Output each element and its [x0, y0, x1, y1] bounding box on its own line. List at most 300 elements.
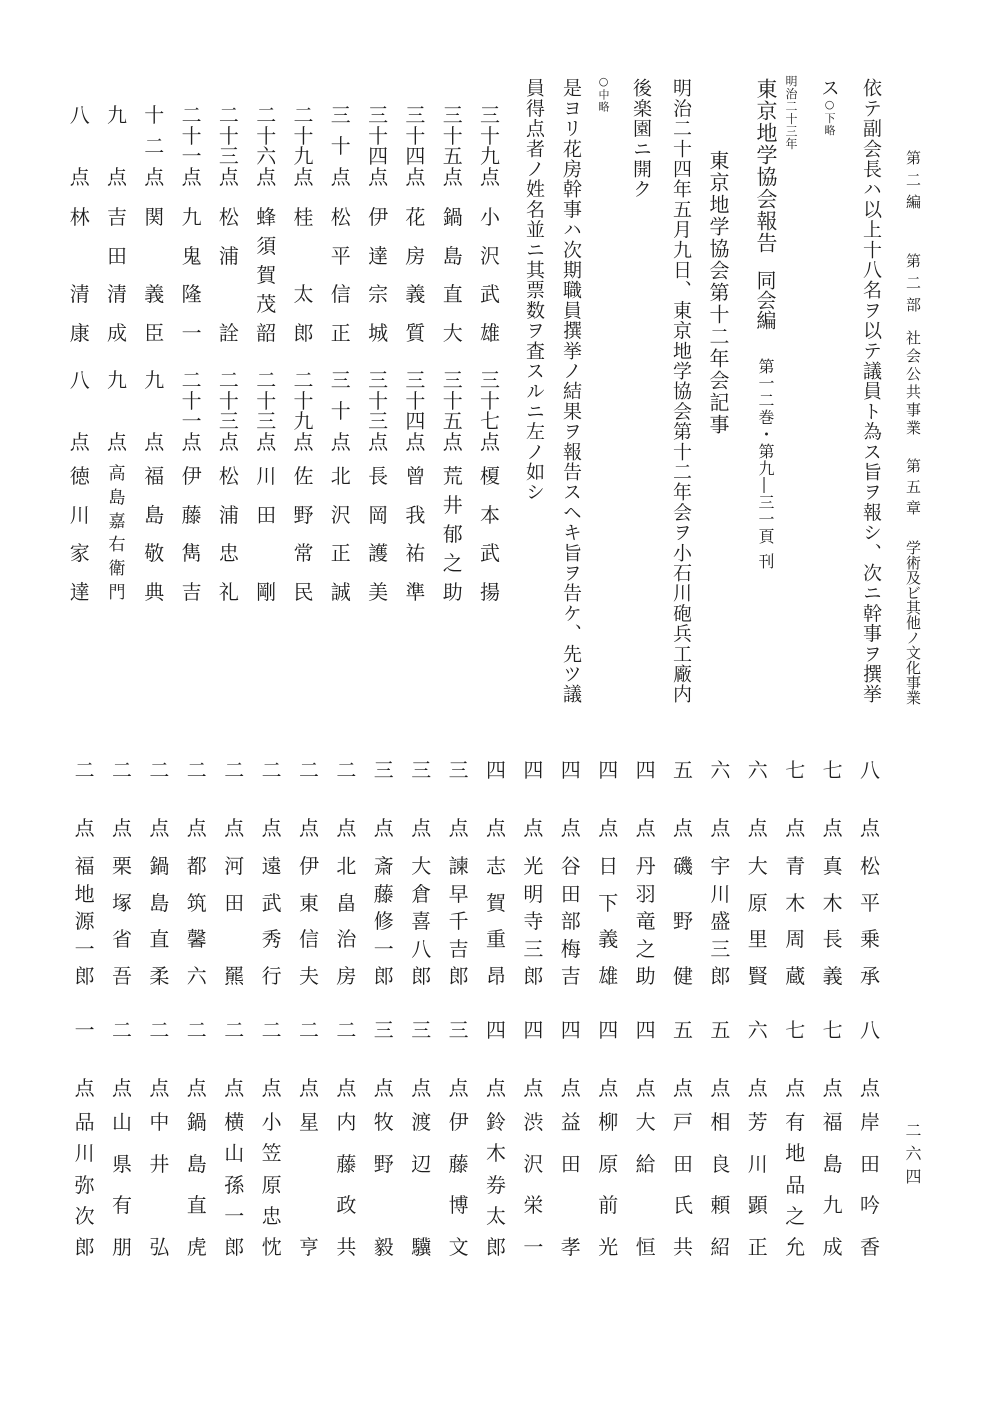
- glyph: 川: [69, 502, 90, 527]
- glyph: 須: [256, 234, 277, 258]
- glyph: 清: [107, 282, 127, 307]
- glyph: 点: [486, 1076, 506, 1100]
- glyph: 宗: [368, 282, 389, 307]
- glyph: [147, 1195, 171, 1215]
- glyph: 点: [336, 816, 357, 840]
- glyph: 点: [673, 816, 693, 840]
- glyph: 太: [486, 1203, 506, 1228]
- glyph: 給: [635, 1151, 656, 1176]
- glyph: 中: [149, 1110, 170, 1134]
- vote-count: [260, 1020, 284, 1098]
- member-name: [403, 466, 427, 602]
- vote-count: [447, 1020, 471, 1098]
- glyph: 祐: [405, 541, 426, 566]
- glyph: 木: [785, 890, 806, 915]
- glyph: 四: [486, 1018, 506, 1042]
- glyph: 前: [598, 1193, 619, 1218]
- glyph: 島: [108, 487, 126, 508]
- glyph: 源: [74, 909, 95, 933]
- body-line: 後楽園ニ開ク: [630, 78, 652, 200]
- member-name: [329, 466, 353, 602]
- member-name: [68, 466, 92, 602]
- glyph: 牧: [373, 1110, 394, 1134]
- glyph: 芳: [747, 1110, 768, 1134]
- glyph: 点: [635, 816, 656, 840]
- glyph: 点: [860, 816, 880, 840]
- vote-count: [447, 760, 471, 838]
- glyph: 鍋: [149, 854, 170, 878]
- member-name: [559, 856, 583, 986]
- glyph: 明: [523, 881, 544, 906]
- glyph: 達: [368, 243, 389, 268]
- vote-count: [634, 760, 658, 838]
- glyph: 志: [486, 854, 506, 878]
- glyph: 二: [144, 134, 165, 158]
- glyph: 忠: [218, 541, 239, 566]
- member-name: [110, 1112, 134, 1257]
- glyph: 点: [181, 429, 202, 454]
- member-name: [142, 466, 166, 602]
- glyph: 承: [860, 963, 880, 988]
- glyph: 武: [261, 890, 282, 915]
- glyph: 鍋: [186, 1110, 207, 1134]
- vote-count: [478, 370, 502, 452]
- vote-count: [217, 105, 241, 187]
- glyph: 五: [710, 1018, 731, 1042]
- glyph: 二: [256, 368, 277, 392]
- glyph: 喜: [411, 909, 432, 933]
- vote-count: [596, 1020, 620, 1098]
- glyph: 栗: [112, 854, 132, 878]
- glyph: 点: [293, 164, 314, 189]
- vote-count: [73, 1020, 97, 1098]
- glyph: 弥: [74, 1172, 95, 1197]
- glyph: 点: [299, 816, 319, 840]
- member-name: [478, 466, 502, 602]
- glyph: [222, 929, 246, 949]
- member-name: [297, 856, 321, 986]
- vote-count: [478, 105, 502, 187]
- glyph: 点: [785, 1076, 806, 1100]
- glyph: 点: [785, 816, 806, 840]
- glyph: 六: [256, 144, 277, 169]
- vote-count: [180, 370, 204, 452]
- vote-count: [783, 760, 807, 838]
- glyph: 横: [224, 1110, 245, 1134]
- glyph: 二: [218, 103, 239, 127]
- glyph: 点: [822, 1076, 843, 1100]
- glyph: 三: [373, 1018, 394, 1042]
- member-name: [185, 856, 209, 986]
- member-name: [334, 1112, 358, 1257]
- glyph: 五: [673, 758, 693, 782]
- glyph: 二: [149, 758, 170, 782]
- glyph: 二: [299, 1018, 319, 1042]
- glyph: 正: [747, 1234, 768, 1259]
- glyph: 十: [218, 123, 239, 148]
- vote-count: [596, 760, 620, 838]
- vote-count: [484, 1020, 508, 1098]
- glyph: 平: [860, 890, 880, 915]
- glyph: 榎: [480, 464, 500, 488]
- glyph: 四: [635, 1018, 656, 1042]
- glyph: 松: [860, 854, 880, 878]
- glyph: 点: [373, 816, 394, 840]
- glyph: 畠: [336, 890, 357, 915]
- glyph: 直: [186, 1193, 207, 1218]
- glyph: 点: [336, 1076, 357, 1100]
- vote-count: [105, 105, 129, 187]
- source-title: 東京地学協会報告: [754, 78, 778, 254]
- glyph: 田: [224, 890, 245, 915]
- glyph: 雋: [181, 541, 202, 566]
- member-name: [821, 856, 845, 986]
- glyph: 吉: [181, 579, 202, 604]
- glyph: 四: [560, 1018, 581, 1042]
- member-name: [372, 1112, 396, 1257]
- vote-count: [142, 370, 166, 452]
- glyph: 三: [480, 368, 500, 392]
- glyph: 山: [224, 1141, 245, 1166]
- glyph: 十: [480, 388, 500, 413]
- vote-count: [403, 370, 427, 452]
- glyph: 孫: [224, 1172, 245, 1197]
- glyph: 鬼: [181, 243, 202, 268]
- member-name: [671, 856, 695, 986]
- glyph: 県: [112, 1151, 132, 1176]
- glyph: 忠: [261, 1203, 282, 1228]
- glyph: 十: [293, 123, 314, 148]
- vote-count: [73, 760, 97, 838]
- glyph: 十: [405, 388, 426, 413]
- glyph: 四: [405, 409, 426, 434]
- glyph: 敬: [144, 541, 165, 566]
- glyph: 佐: [293, 464, 314, 488]
- member-name: [180, 207, 204, 343]
- glyph: 八: [860, 758, 880, 782]
- member-name: [521, 1112, 545, 1257]
- member-name: [634, 856, 658, 986]
- vote-count: [403, 105, 427, 187]
- glyph: 地: [785, 1141, 806, 1166]
- member-name: [858, 1112, 882, 1257]
- glyph: 郎: [486, 1235, 506, 1259]
- glyph: [409, 1195, 433, 1215]
- glyph: 弘: [149, 1234, 170, 1259]
- vote-count: [783, 1020, 807, 1098]
- glyph: 点: [218, 164, 239, 189]
- glyph: 恒: [635, 1234, 656, 1259]
- glyph: 竜: [635, 909, 656, 933]
- glyph: 四: [405, 144, 426, 169]
- glyph: 直: [442, 282, 463, 307]
- glyph: 辺: [411, 1151, 432, 1176]
- glyph: 井: [149, 1151, 170, 1176]
- glyph: 太: [293, 282, 314, 307]
- vote-count: [329, 370, 353, 452]
- glyph: 之: [635, 936, 656, 961]
- vote-count: [372, 760, 396, 838]
- glyph: 政: [336, 1193, 357, 1218]
- glyph: 頼: [710, 1193, 731, 1218]
- vote-count: [441, 105, 465, 187]
- glyph: 点: [330, 430, 351, 454]
- glyph: 点: [69, 430, 90, 454]
- glyph: 之: [442, 551, 463, 575]
- glyph: 点: [523, 1076, 544, 1100]
- glyph: 秀: [261, 927, 282, 952]
- glyph: 四: [598, 1018, 619, 1042]
- member-name: [366, 466, 390, 602]
- glyph: 点: [256, 429, 277, 454]
- glyph: 点: [261, 816, 282, 840]
- glyph: 相: [710, 1110, 731, 1134]
- glyph: 三: [523, 936, 544, 961]
- glyph: 羆: [224, 963, 245, 988]
- glyph: 羽: [635, 881, 656, 906]
- glyph: 三: [218, 409, 239, 434]
- glyph: 常: [293, 541, 314, 566]
- glyph: 二: [256, 103, 277, 127]
- glyph: 十: [330, 399, 351, 423]
- member-name: [73, 1112, 97, 1257]
- glyph: 点: [560, 1076, 581, 1100]
- glyph: 賀: [486, 890, 506, 915]
- member-name: [708, 1112, 732, 1257]
- source-publication: 刊: [756, 553, 775, 569]
- glyph: 十: [293, 388, 314, 413]
- vote-count: [708, 760, 732, 838]
- glyph: [292, 246, 316, 266]
- glyph: 健: [673, 964, 693, 988]
- glyph: 点: [373, 1076, 394, 1100]
- vote-count: [217, 370, 241, 452]
- glyph: 点: [368, 429, 389, 454]
- glyph: 野: [673, 909, 693, 933]
- glyph: 益: [560, 1110, 581, 1134]
- member-name: [254, 207, 278, 343]
- running-header-segment: 社会公共事業: [904, 330, 922, 438]
- member-name: [447, 856, 471, 986]
- member-name: [484, 1112, 508, 1257]
- glyph: 沢: [523, 1151, 544, 1176]
- glyph: 東: [299, 890, 319, 915]
- glyph: 浦: [218, 243, 239, 268]
- glyph: 野: [293, 502, 314, 527]
- glyph: 点: [710, 816, 731, 840]
- member-name: [292, 466, 316, 602]
- glyph: 十: [181, 123, 202, 148]
- glyph: 有: [785, 1110, 806, 1134]
- glyph: 三: [442, 368, 463, 392]
- glyph: 武: [480, 541, 500, 566]
- member-name: [634, 1112, 658, 1257]
- glyph: 点: [442, 429, 463, 454]
- glyph: 点: [598, 1076, 619, 1100]
- glyph: 毅: [373, 1234, 394, 1259]
- vote-count: [366, 370, 390, 452]
- glyph: 成: [822, 1234, 843, 1259]
- glyph: 点: [186, 816, 207, 840]
- glyph: 点: [635, 1076, 656, 1100]
- glyph: 良: [710, 1151, 731, 1176]
- glyph: 吾: [112, 963, 132, 988]
- glyph: 下: [598, 890, 619, 915]
- glyph: 一: [74, 1018, 95, 1042]
- glyph: 二: [186, 758, 207, 782]
- glyph: 点: [747, 1076, 768, 1100]
- glyph: 二: [74, 758, 95, 782]
- vote-count: [105, 370, 129, 452]
- glyph: 礼: [218, 579, 239, 604]
- member-name: [329, 207, 353, 343]
- glyph: 韶: [256, 321, 277, 345]
- running-header-segment: 第五章: [904, 458, 922, 521]
- glyph: 筑: [186, 890, 207, 915]
- glyph: 質: [405, 320, 426, 345]
- glyph: 三: [330, 103, 351, 127]
- member-name: [409, 856, 433, 986]
- glyph: 寺: [523, 909, 544, 933]
- glyph: 早: [448, 881, 469, 906]
- glyph: 九: [293, 144, 314, 169]
- member-name: [447, 1112, 471, 1257]
- glyph: 七: [822, 1018, 843, 1042]
- glyph: 田: [673, 1151, 693, 1176]
- glyph: 周: [785, 927, 806, 952]
- glyph: 三: [256, 409, 277, 434]
- glyph: 三: [368, 368, 389, 392]
- glyph: 吟: [860, 1193, 880, 1218]
- vote-count: [441, 370, 465, 452]
- vote-count: [366, 105, 390, 187]
- glyph: 十: [442, 123, 463, 148]
- glyph: 木: [486, 1141, 506, 1166]
- glyph: 大: [635, 1110, 656, 1134]
- member-name: [68, 207, 92, 343]
- glyph: 点: [442, 164, 463, 189]
- member-name: [821, 1112, 845, 1257]
- glyph: 十: [368, 388, 389, 413]
- glyph: 真: [822, 854, 843, 878]
- glyph: 三: [368, 103, 389, 127]
- member-name: [596, 1112, 620, 1257]
- glyph: 房: [336, 963, 357, 988]
- glyph: 二: [224, 1018, 245, 1042]
- glyph: 十: [181, 388, 202, 413]
- glyph: 原: [598, 1151, 619, 1176]
- glyph: 五: [442, 409, 463, 434]
- glyph: 二: [181, 368, 202, 392]
- glyph: 点: [448, 816, 469, 840]
- glyph: 点: [74, 1076, 95, 1100]
- glyph: 松: [330, 205, 351, 229]
- glyph: 十: [368, 123, 389, 148]
- glyph: 花: [405, 205, 426, 229]
- running-header-segment: 第二編: [904, 150, 922, 216]
- glyph: 小: [261, 1110, 282, 1134]
- glyph: 徳: [69, 464, 90, 488]
- glyph: 点: [330, 165, 351, 189]
- glyph: 七: [480, 409, 500, 434]
- glyph: 馨: [186, 927, 207, 952]
- glyph: 清: [69, 282, 90, 307]
- glyph: 二: [181, 103, 202, 127]
- glyph: 大: [442, 320, 463, 345]
- glyph: 我: [405, 502, 426, 527]
- glyph: 関: [144, 205, 165, 229]
- glyph: 二: [261, 758, 282, 782]
- glyph: 房: [405, 243, 426, 268]
- glyph: 三: [411, 1018, 432, 1042]
- glyph: 信: [299, 927, 319, 952]
- glyph: 助: [635, 964, 656, 988]
- glyph: 丹: [635, 854, 656, 878]
- glyph: 驥: [411, 1234, 432, 1259]
- vote-count: [821, 1020, 845, 1098]
- glyph: 藤: [448, 1151, 469, 1176]
- glyph: 誠: [330, 579, 351, 604]
- glyph: 雄: [480, 320, 500, 345]
- vote-count: [260, 760, 284, 838]
- vote-count: [671, 760, 695, 838]
- vote-count: [521, 1020, 545, 1098]
- glyph: 木: [822, 890, 843, 915]
- member-name: [180, 466, 204, 602]
- glyph: 長: [822, 927, 843, 952]
- glyph: 長: [368, 464, 389, 488]
- glyph: 点: [598, 816, 619, 840]
- glyph: 鍋: [442, 205, 463, 229]
- glyph: 省: [112, 927, 132, 952]
- glyph: 典: [144, 579, 165, 604]
- glyph: 桂: [293, 205, 314, 229]
- vote-count: [708, 1020, 732, 1098]
- member-name: [478, 207, 502, 343]
- glyph: 諫: [448, 854, 469, 878]
- glyph: 城: [368, 320, 389, 345]
- glyph: 遠: [261, 854, 282, 878]
- member-name: [521, 856, 545, 986]
- glyph: 康: [69, 320, 90, 345]
- glyph: 吉: [107, 205, 127, 229]
- glyph: 荒: [442, 464, 463, 488]
- glyph: 吉: [448, 936, 469, 961]
- glyph: 品: [785, 1172, 806, 1197]
- glyph: 茂: [256, 292, 277, 316]
- glyph: 点: [112, 1076, 132, 1100]
- glyph: 千: [448, 909, 469, 933]
- glyph: 十: [480, 123, 500, 148]
- glyph: 三: [405, 103, 426, 127]
- glyph: 四: [635, 758, 656, 782]
- member-name: [441, 207, 465, 343]
- glyph: 星: [299, 1110, 319, 1134]
- member-name: [596, 856, 620, 986]
- glyph: 点: [480, 429, 500, 454]
- glyph: 揚: [480, 579, 500, 604]
- glyph: 大: [747, 854, 768, 878]
- glyph: 準: [405, 579, 426, 604]
- glyph: 平: [330, 243, 351, 268]
- glyph: 氏: [673, 1193, 693, 1218]
- glyph: 乗: [860, 927, 880, 952]
- glyph: [634, 1195, 658, 1215]
- running-header-segment: 第二部: [904, 253, 922, 319]
- glyph: 伊: [448, 1110, 469, 1134]
- glyph: 北: [330, 464, 351, 488]
- glyph: 八: [860, 1018, 880, 1042]
